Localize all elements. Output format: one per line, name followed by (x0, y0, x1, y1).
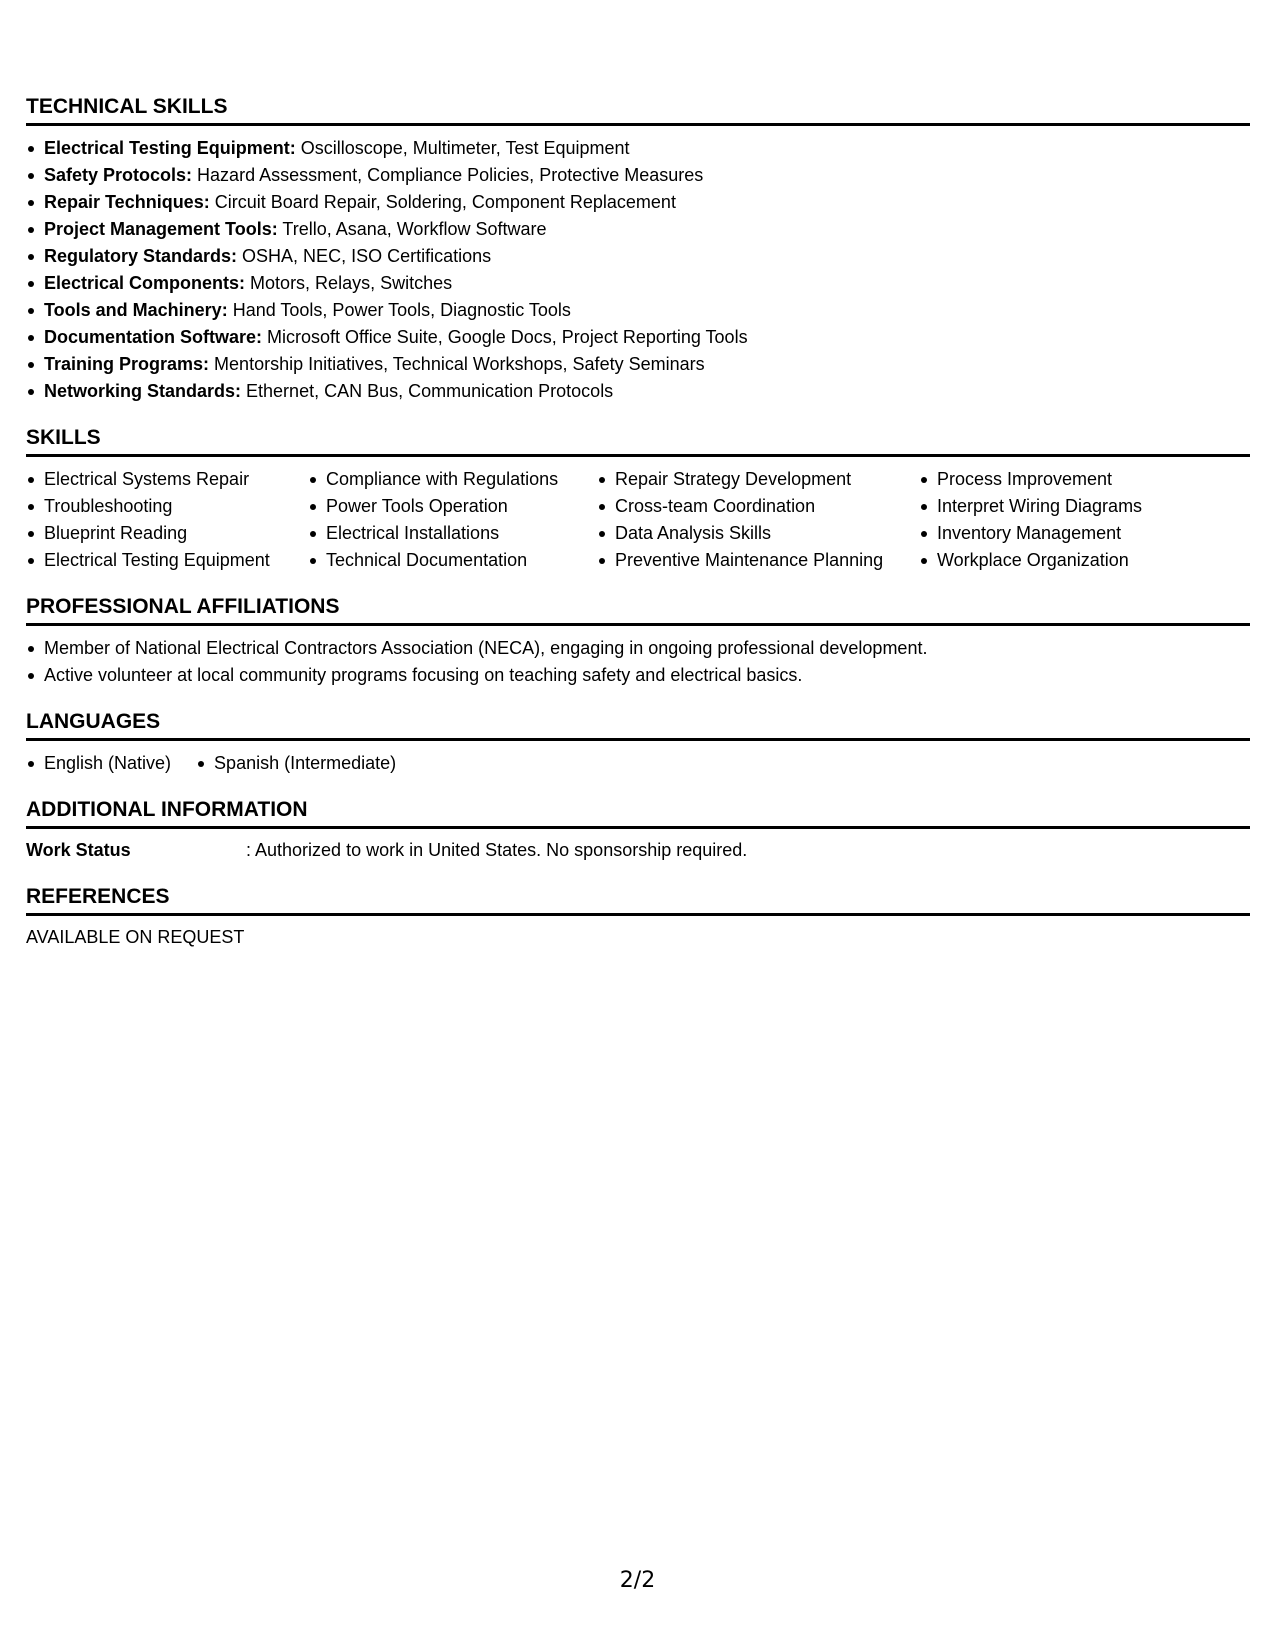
languages-section (26, 709, 1250, 777)
list-item: Electrical Testing Equipment (26, 547, 308, 574)
list-item: Repair Strategy Development (597, 466, 919, 493)
list-item: Workplace Organization (919, 547, 1219, 574)
list-item (26, 162, 1250, 189)
item-label: Documentation Software: (44, 327, 263, 347)
item-label: Repair Techniques: (44, 192, 210, 212)
list-item: Compliance with Regulations (308, 466, 597, 493)
item-value: Oscilloscope, Multimeter, Test Equipment (295, 138, 630, 158)
list-item: Spanish (Intermediate) (196, 750, 396, 777)
references-section (26, 884, 1250, 951)
item-label: Tools and Machinery: (44, 300, 228, 320)
additional-info-section (26, 797, 1250, 864)
item-value: Trello, Asana, Workflow Software (277, 219, 547, 239)
item-value: Mentorship Initiatives, Technical Workshops, Safety Seminars (209, 354, 705, 374)
list-item: Cross-team Coordination (597, 493, 919, 520)
list-item: Data Analysis Skills (597, 520, 919, 547)
item-label: Training Programs: (44, 354, 210, 374)
item-value: OSHA, NEC, ISO Certifications (237, 246, 492, 266)
list-item (26, 378, 1250, 405)
item-label: Safety Protocols: (44, 165, 193, 185)
item-value: Microsoft Office Suite, Google Docs, Project Reporting Tools (262, 327, 748, 347)
item-label: Networking Standards: (44, 381, 242, 401)
skills-column (308, 466, 597, 574)
item-value: Ethernet, CAN Bus, Communication Protocols (241, 381, 614, 401)
item-value: Hazard Assessment, Compliance Policies, Protective Measures (192, 165, 704, 185)
list-item: Inventory Management (919, 520, 1219, 547)
technical-skills-section (26, 94, 1250, 405)
list-item: Interpret Wiring Diagrams (919, 493, 1219, 520)
list-item: Electrical Systems Repair (26, 466, 308, 493)
affiliations-heading: PROFESSIONAL AFFILIATIONS (26, 594, 1250, 626)
work-status-label: Work Status (26, 840, 131, 860)
item-label: Electrical Testing Equipment: (44, 138, 296, 158)
list-item (26, 351, 1250, 378)
affiliations-section (26, 594, 1250, 689)
list-item: Active volunteer at local community programs focusing on teaching safety and electrical basics. (26, 662, 1250, 689)
item-label: Regulatory Standards: (44, 246, 238, 266)
languages-list (26, 741, 1250, 777)
list-item (26, 324, 1250, 351)
work-status-value: : Authorized to work in United States. No sponsorship required. (246, 840, 748, 860)
resume-page (26, 94, 1250, 951)
technical-skills-list (26, 126, 1250, 405)
skills-section (26, 425, 1250, 574)
list-item (26, 189, 1250, 216)
item-label: Project Management Tools: (44, 219, 278, 239)
skills-heading: SKILLS (26, 425, 1250, 457)
list-item (26, 297, 1250, 324)
list-item: Troubleshooting (26, 493, 308, 520)
list-item: Blueprint Reading (26, 520, 308, 547)
section-spacer (26, 574, 1250, 594)
list-item (26, 243, 1250, 270)
languages-heading: LANGUAGES (26, 709, 1250, 741)
list-item: Preventive Maintenance Planning (597, 547, 919, 574)
item-value: Hand Tools, Power Tools, Diagnostic Tools (227, 300, 571, 320)
technical-skills-heading: TECHNICAL SKILLS (26, 94, 1250, 126)
list-item: Power Tools Operation (308, 493, 597, 520)
section-spacer (26, 777, 1250, 797)
item-label: Electrical Components: (44, 273, 246, 293)
skills-column (26, 466, 308, 574)
additional-info-heading: ADDITIONAL INFORMATION (26, 797, 1250, 829)
skills-column (597, 466, 919, 574)
list-item: Process Improvement (919, 466, 1219, 493)
section-spacer (26, 864, 1250, 884)
list-item (26, 270, 1250, 297)
skills-column (919, 466, 1219, 574)
skills-grid (26, 457, 1250, 574)
list-item: Technical Documentation (308, 547, 597, 574)
references-heading: REFERENCES (26, 884, 1250, 916)
affiliations-list (26, 626, 1250, 689)
section-spacer (26, 689, 1250, 709)
item-value: Motors, Relays, Switches (245, 273, 453, 293)
page-number: 2/2 (619, 1568, 656, 1593)
work-status-row (26, 829, 1250, 864)
item-value: Circuit Board Repair, Soldering, Component Replacement (209, 192, 676, 212)
list-item (26, 216, 1250, 243)
list-item: Member of National Electrical Contractors Association (NECA), engaging in ongoing professional development. (26, 635, 1250, 662)
references-text: AVAILABLE ON REQUEST (26, 927, 245, 947)
list-item: Electrical Installations (308, 520, 597, 547)
list-item: English (Native) (26, 750, 171, 777)
list-item (26, 135, 1250, 162)
section-spacer (26, 405, 1250, 425)
